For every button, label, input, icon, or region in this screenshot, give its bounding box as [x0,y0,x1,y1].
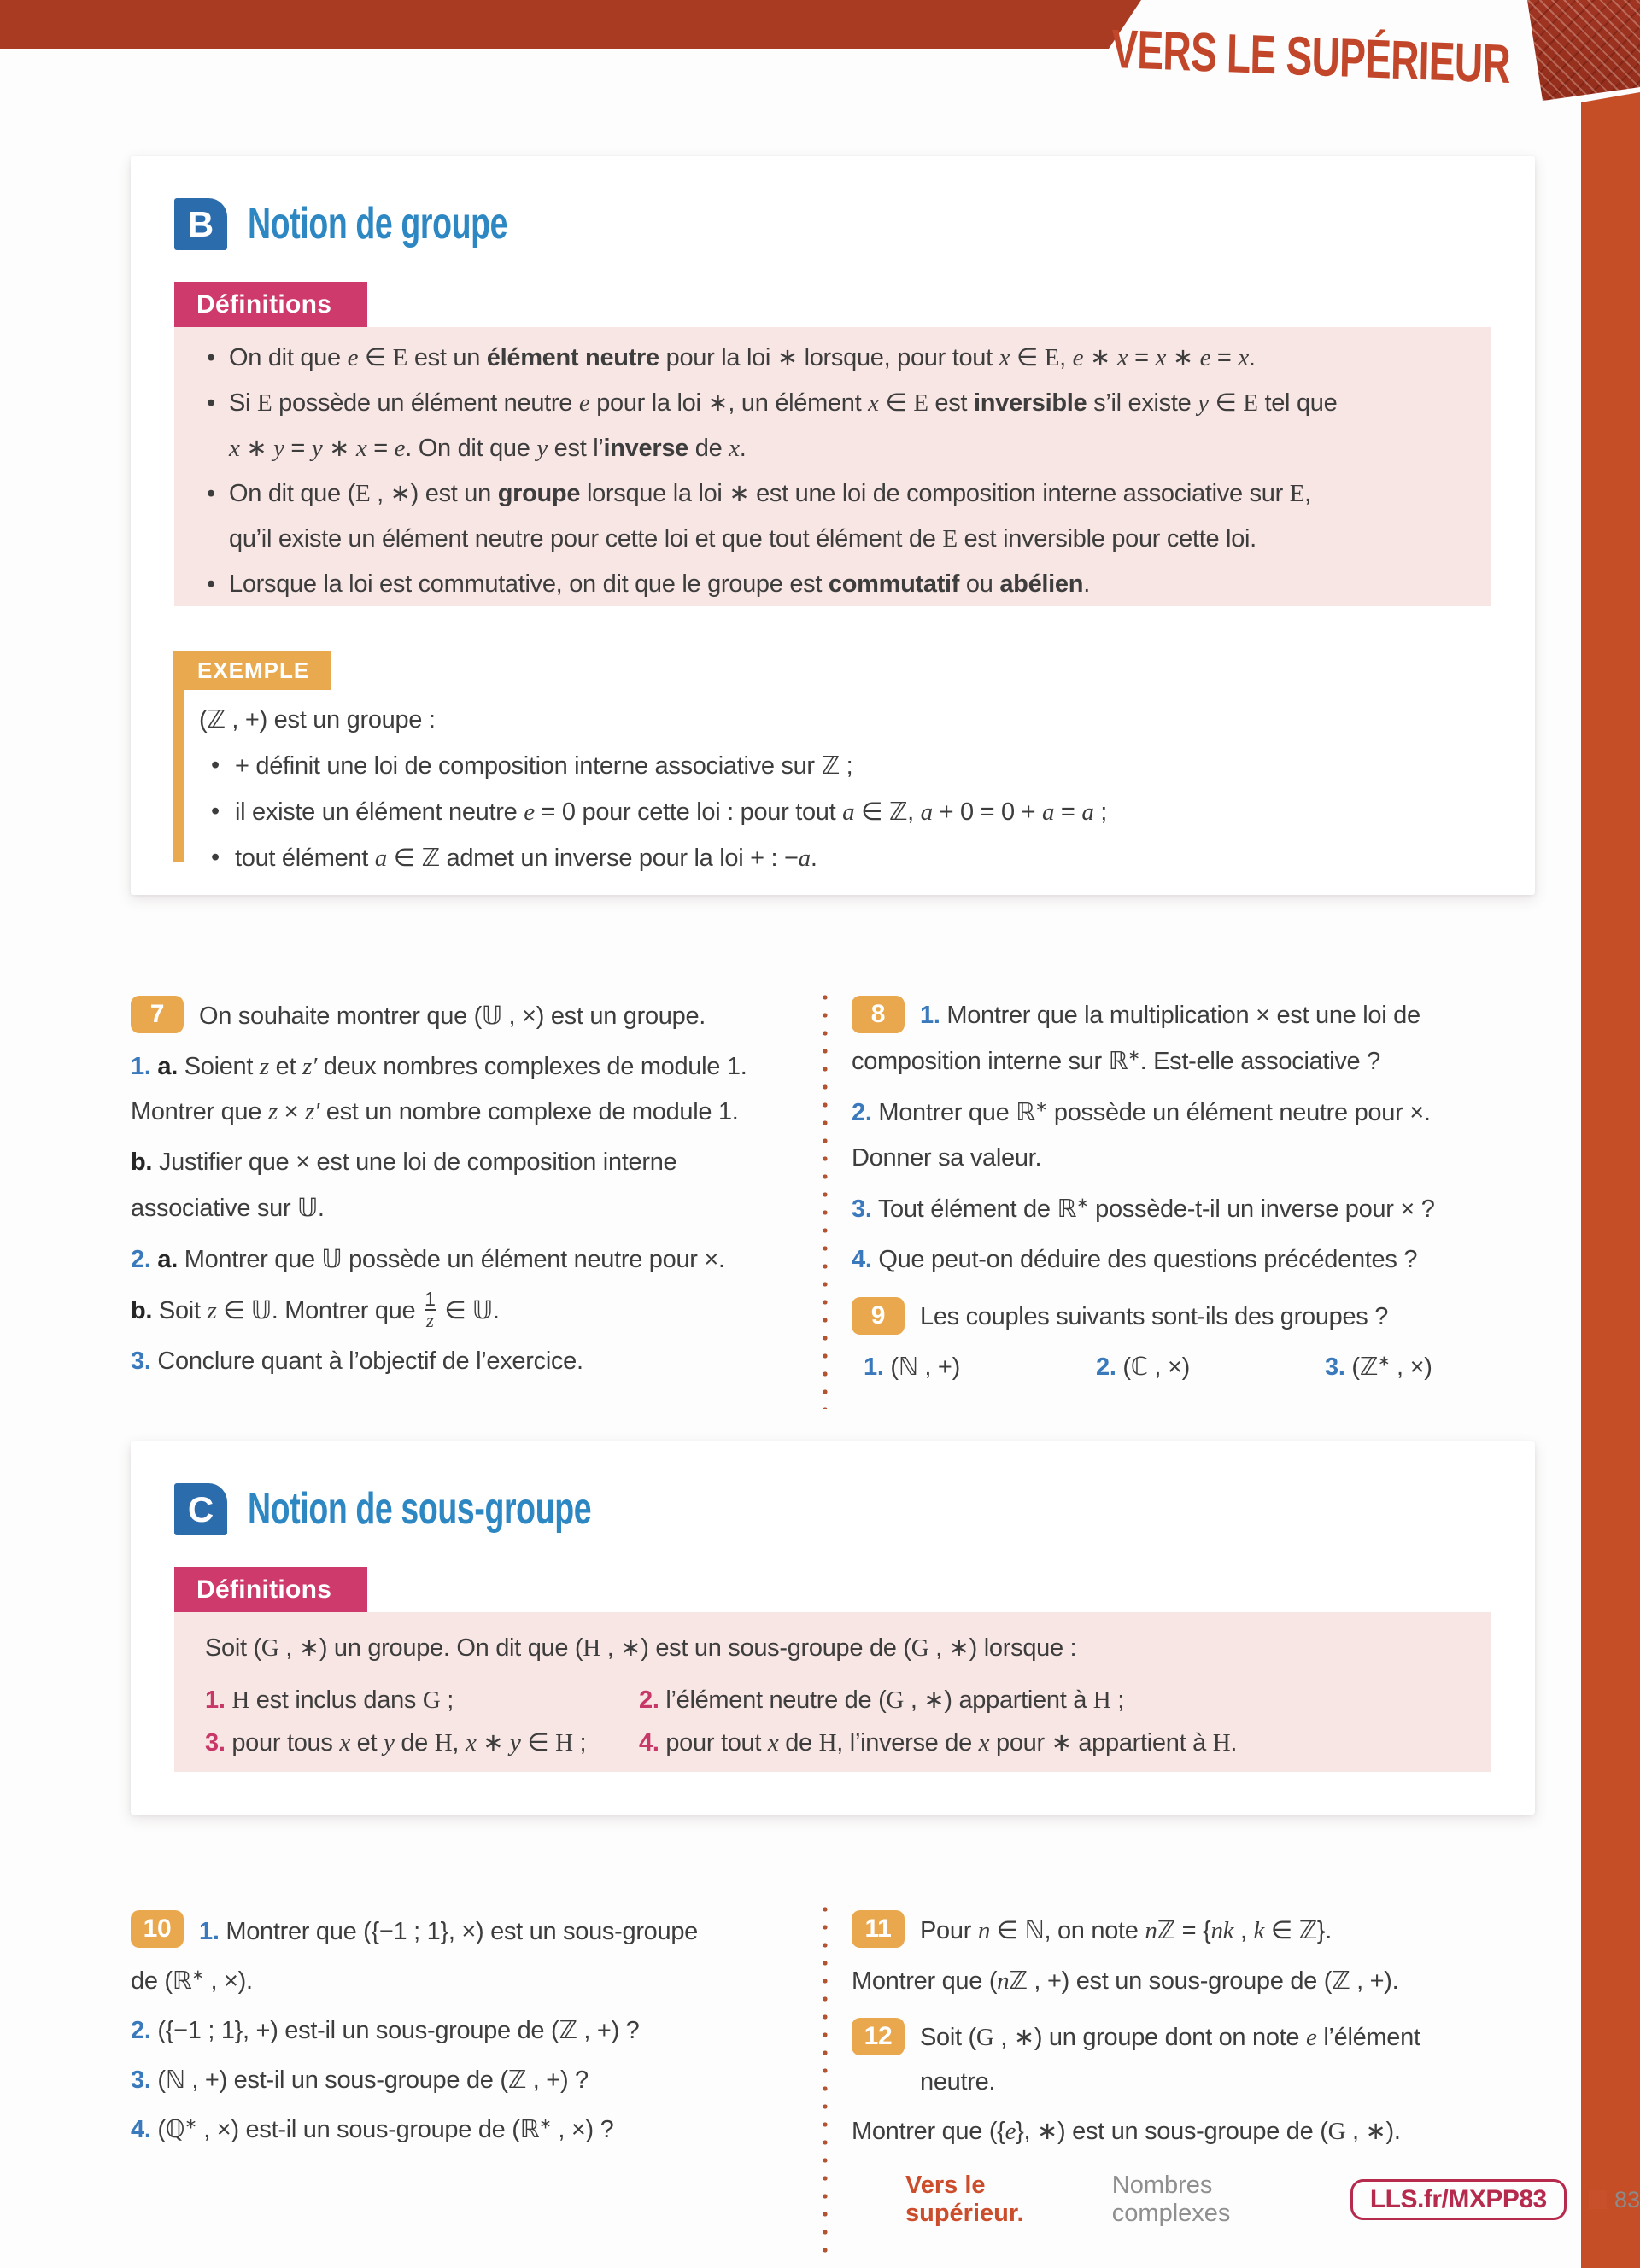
definition-item: 3. pour tous x et y de H, x ∗ y ∈ H ; [205,1729,587,1757]
definition-intro: Soit (G , ∗) un groupe. On dit que (H , ∗) est un sous-groupe de (G , ∗) lorsque : [205,1634,1077,1662]
exercise-7 [131,993,747,1384]
exercise-line: b. Justifier que × est une loi de composition interne [131,1149,677,1176]
example-bullet: • tout élément a ∈ ℤ admet un inverse pour la loi + : −a. [199,835,1463,881]
exercise-line: Montrer que ({e}, ∗) est un sous-groupe de (G , ∗). [852,2118,1401,2145]
exercise-line: Montrer que z × z′ est un nombre complexe de module 1. [131,1098,739,1125]
definition-item: 2. l’élément neutre de (G , ∗) appartient à H ; [639,1686,1124,1714]
exercise-9-heading: Les couples suivants sont-ils des groupes ? [920,1303,1389,1330]
footer-page-number: 83 [1614,2186,1640,2212]
example-label: EXEMPLE [173,651,331,690]
exercise-line: 3. (ℕ , +) est-il un sous-groupe de (ℤ , +) ? [131,2065,589,2094]
example-content [199,697,1463,881]
exercise-line: 2. ({−1 ; 1}, +) est-il un sous-groupe de (ℤ , +) ? [131,2015,640,2044]
exercise-line: associative sur 𝕌. [131,1193,325,1222]
exercise-line: 1. Montrer que la multiplication × est une loi de [920,1002,1420,1029]
definitions-box-b [174,327,1491,606]
section-c-badge: C [174,1483,227,1535]
column-divider-dotted [823,1906,828,2258]
section-b-card [131,156,1535,895]
section-c-title: Notion de sous-groupe [248,1484,592,1534]
right-orange-bar [1581,92,1640,2268]
exercise-line: Pour n ∈ ℕ, on note nℤ = {nk , k ∈ ℤ}. [920,1915,1332,1944]
exercise-9-badge: 9 [852,1297,905,1335]
exercise-10-badge: 10 [131,1910,184,1948]
exercise-9-items [864,1344,1548,1390]
section-b-badge: B [174,198,227,250]
exercise-line: Soit (G , ∗) un groupe dont on note e l’élément [920,2024,1420,2051]
exercise-column-right [852,993,1548,1390]
definitions-box-c [174,1612,1491,1772]
exercise-line: Montrer que (nℤ , +) est un sous-groupe de (ℤ , +). [852,1966,1399,1995]
exercise-line: de (ℝ∗ , ×). [131,1966,253,1995]
exercise-line: 3. Tout élément de ℝ∗ possède-t-il un inverse pour × ? [852,1194,1435,1223]
exercise-column-right-2 [852,1908,1548,2154]
definition-item: 1. H est inclus dans G ; [205,1686,454,1714]
definitions-label-c: Définitions [174,1567,367,1612]
exercise-9-item: 3. (ℤ∗ , ×) [1325,1352,1432,1381]
corner-geometric-pattern [1520,0,1640,102]
top-red-bar [0,0,1141,49]
definition-line: • Si E possède un élément neutre e pour la loi ∗, un élément x ∈ E est inversible s’il existe y ∈ E tel que [205,381,1456,426]
exercise-line: composition interne sur ℝ∗. Est-elle associative ? [852,1046,1380,1075]
definition-line: • On dit que (E , ∗) est un groupe lorsque la loi ∗ est une loi de composition interne associative sur E, [205,471,1456,517]
page-footer [905,2172,1640,2227]
definition-line: • On dit que e ∈ E est un élément neutre pour la loi ∗ lorsque, pour tout x ∈ E, e ∗ x = x ∗ e = x. [205,336,1456,381]
column-divider-dotted [823,994,828,1409]
definition-line: x ∗ y = y ∗ x = e. On dit que y est l’inverse de x. [229,435,747,462]
exercise-12-badge: 12 [852,2018,905,2055]
exercise-9-item: 1. (ℕ , +) [864,1352,960,1381]
definition-item: 4. pour tout x de H, l’inverse de x pour ∗ appartient à H. [639,1729,1238,1757]
footer-chapter: Nombres complexes [1111,2172,1231,2227]
exercise-line: neutre. [920,2068,996,2096]
definition-line: qu’il existe un élément neutre pour cette loi et que tout élément de E est inversible pour cette loi. [229,525,1256,552]
exercise-7-heading: On souhaite montrer que (𝕌 , ×) est un groupe. [199,1001,706,1030]
exercise-line: 4. Que peut-on déduire des questions précédentes ? [852,1246,1418,1273]
exercise-7-badge: 7 [131,996,184,1033]
example-left-bar [173,690,184,862]
definition-grid [205,1679,1456,1764]
exercise-line: Donner sa valeur. [852,1144,1042,1172]
exercise-line: 2. Montrer que ℝ∗ possède un élément neutre pour ×. [852,1097,1431,1126]
exercise-9-item: 2. (ℂ , ×) [1096,1352,1190,1381]
exercise-line: 1. a. Soient z et z′ deux nombres complexes de module 1. [131,1053,747,1080]
footer-lls-link[interactable]: LLS.fr/MXPP83 [1350,2179,1567,2220]
exercise-line: 1. Montrer que ({−1 ; 1}, ×) est un sous-groupe [199,1918,698,1945]
exercise-11-badge: 11 [852,1910,905,1948]
exercise-line: b. Soit z ∈ 𝕌. Montrer que $\frac{1}{z}$ ∈ 𝕌. [131,1287,500,1332]
exercise-line: 4. (ℚ∗ , ×) est-il un sous-groupe de (ℝ∗ , ×) ? [131,2114,614,2143]
footer-brand: Vers le supérieur. [905,2172,1024,2227]
exercise-11 [852,1908,1548,2003]
exercise-9 [852,1295,1548,1390]
example-heading: (ℤ , +) est un groupe : [199,704,436,734]
page-header-title: VERS LE SUPÉRIEUR [1110,17,1511,95]
exercise-12 [852,2015,1548,2154]
section-c-card [131,1441,1535,1815]
example-bullet: • + définit une loi de composition interne associative sur ℤ ; [199,743,1463,789]
definitions-label-b: Définitions [174,282,367,327]
exercise-8 [852,993,1548,1283]
section-b-title: Notion de groupe [248,199,508,248]
exercise-10 [131,1908,729,2154]
definition-line: • Lorsque la loi est commutative, on dit que le groupe est commutatif ou abélien. [205,562,1456,607]
footer-square-icon [1589,2190,1607,2209]
exercise-line: 3. Conclure quant à l’objectif de l’exercice. [131,1347,583,1376]
exercise-line: 2. a. Montrer que 𝕌 possède un élément neutre pour ×. [131,1244,725,1273]
example-bullet: • il existe un élément neutre e = 0 pour cette loi : pour tout a ∈ ℤ, a + 0 = 0 + a = a ; [199,789,1463,835]
exercise-8-badge: 8 [852,996,905,1033]
